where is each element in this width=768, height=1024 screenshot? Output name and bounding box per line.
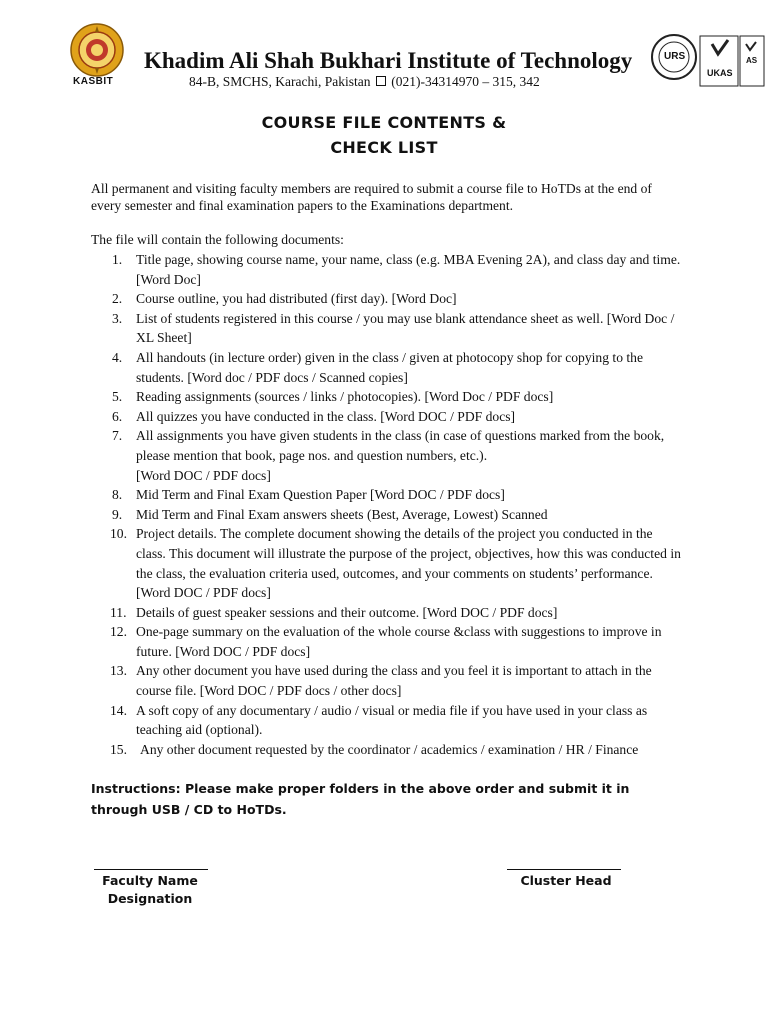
list-item: 10. Project details. The complete document showing the details of the project you conducted in the class. This document will illustrate the purpose of the project, objectives, how this was conducted in the class, the evaluation criteria used, outcomes, and your comments on students’ performance. [Word DOC / PDF docs] [110,526,681,601]
faculty-signature-block [94,872,206,908]
institute-address [189,74,540,90]
cert-ukas-text: UKAS [707,68,733,78]
faculty-name-label: Faculty Name [102,873,198,888]
list-item: 13. Any other document you have used during the class and you feel it is important to attach in the course file. [Word DOC / PDF docs / other docs] [110,663,652,699]
list-item: 7. All assignments you have given students in the class (in case of questions marked from the book, please mention that book, page nos. and question numbers, etc.). [Word DOC / PDF docs] [112,428,665,483]
list-item: 12. One-page summary on the evaluation of the whole course &class with suggestions to improve in future. [Word DOC / PDF docs] [110,624,662,659]
address-text: 84-B, SMCHS, Karachi, Pakistan [189,74,371,89]
list-item: 5. Reading assignments (sources / links / photocopies). [Word Doc / PDF docs] [112,389,554,405]
list-item: 3. List of students registered in this course / you may use blank attendance sheet as well. [Word Doc / XL Sheet] [112,310,675,346]
list-item: 6. All quizzes you have conducted in the class. [Word DOC / PDF docs] [112,408,516,424]
institute-name: Khadim Ali Shah Bukhari Institute of Technology [144,48,633,73]
list-item: 1. Title page, showing course name, your name, class (e.g. MBA Evening 2A), and class day and time. [Word Doc] [112,252,681,287]
intro-paragraph: All permanent and visiting faculty members are required to submit a course file to HoTDs at the end of every semester and final examination papers to the Examinations department. [91,181,652,213]
list-item: 9. Mid Term and Final Exam answers sheets (Best, Average, Lowest) Scanned [112,506,548,522]
designation-label: Designation [107,891,193,906]
cert-urs-text: URS [664,51,686,62]
cert-side-text: AS [746,56,758,65]
documents-list [91,250,681,759]
faculty-signature-line [94,869,208,870]
phone-text: (021)-34314970 – 315, 342 [391,74,540,89]
certification-logos [650,22,766,92]
cluster-head-label: Cluster Head [520,873,612,888]
phone-box-icon [376,76,386,86]
kasbit-logo-text: KASBIT [73,76,114,87]
cluster-head-signature-line [507,869,621,870]
file-contents-intro: The file will contain the following documents: [91,232,344,247]
cluster-head-block [510,872,622,890]
instructions-note: Instructions: Please make proper folders in the above order and submit it in through USB / CD to HoTDs. [91,781,630,817]
document-title-line1: COURSE FILE CONTENTS & [261,113,507,132]
document-title-line2: CHECK LIST [330,138,438,157]
list-item: 11. Details of guest speaker sessions and their outcome. [Word DOC / PDF docs] [110,604,558,620]
list-item: 2. Course outline, you had distributed (first day). [Word Doc] [112,291,457,307]
list-item: 4. All handouts (in lecture order) given in the class / given at photocopy shop for copying to the students. [Word doc / PDF docs / Scanned copies] [112,349,644,385]
list-item: 15. Any other document requested by the coordinator / academics / examination / HR / Finance [110,741,639,757]
list-item: 14. A soft copy of any documentary / audio / visual or media file if you have used in your class as teaching aid (optional). [110,702,648,738]
list-item: 8. Mid Term and Final Exam Question Paper [Word DOC / PDF docs] [112,487,505,503]
